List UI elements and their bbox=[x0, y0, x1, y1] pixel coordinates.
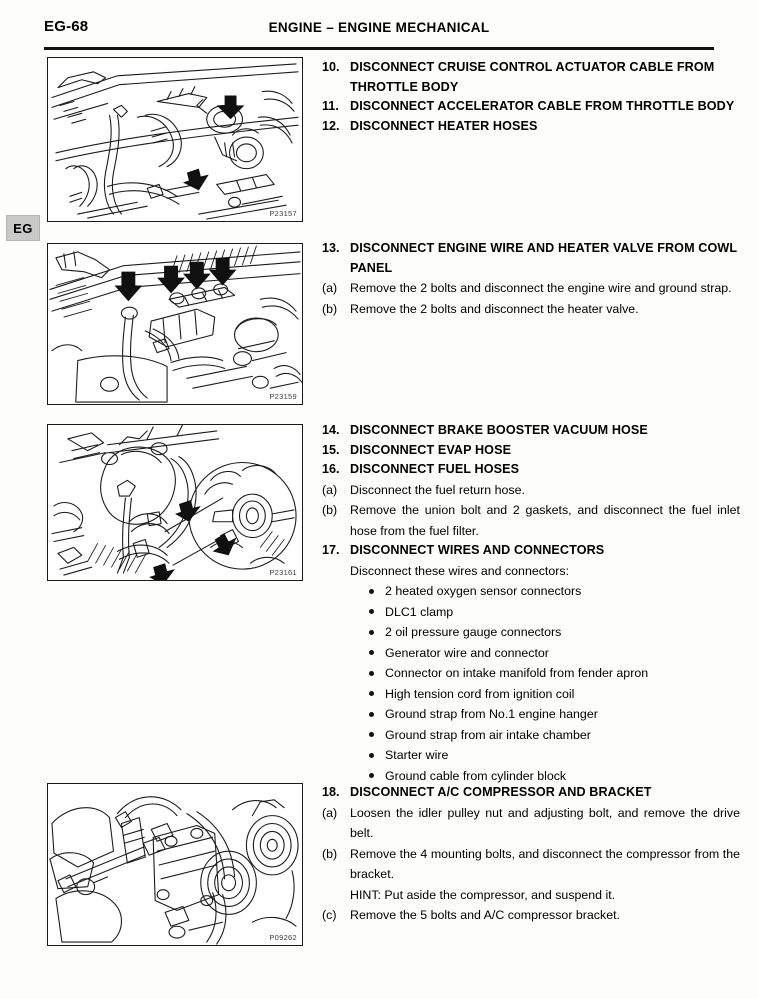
step-title: DISCONNECT ENGINE WIRE AND HEATER VALVE FROM COWL PANEL bbox=[350, 241, 737, 275]
step-title: DISCONNECT HEATER HOSES bbox=[350, 118, 538, 133]
substep-label: (a) bbox=[322, 805, 338, 820]
substep-18b bbox=[322, 844, 740, 885]
figure-1-linework bbox=[48, 58, 302, 221]
list-item bbox=[358, 663, 740, 684]
figure-ac-compressor-bracket bbox=[47, 783, 303, 946]
bullet-icon bbox=[358, 581, 385, 602]
page-number: EG-68 bbox=[44, 18, 89, 35]
list-item-label: DLC1 clamp bbox=[385, 604, 454, 619]
bullet-icon bbox=[358, 643, 385, 664]
step-12 bbox=[322, 117, 740, 137]
substep-label: (c) bbox=[322, 908, 337, 922]
list-item bbox=[358, 704, 740, 725]
substep-13a bbox=[322, 278, 740, 299]
bullet-icon bbox=[358, 684, 385, 705]
section-tab-eg bbox=[6, 215, 40, 241]
substep-label: (b) bbox=[322, 301, 338, 316]
substep-text: Remove the 5 bolts and A/C compressor bracket. bbox=[350, 908, 620, 922]
substep-13b bbox=[322, 299, 740, 320]
figure-code: P09262 bbox=[269, 933, 297, 942]
instruction-block-14-17 bbox=[322, 421, 740, 786]
step-13 bbox=[322, 239, 740, 278]
substep-18c bbox=[322, 905, 740, 926]
substep-label: (b) bbox=[322, 846, 338, 861]
bullet-icon bbox=[358, 663, 385, 684]
figure-engine-wire-cowl-panel bbox=[47, 243, 303, 405]
list-item bbox=[358, 725, 740, 746]
list-item bbox=[358, 622, 740, 643]
figure-4-linework bbox=[48, 784, 302, 945]
substep-text: Remove the 2 bolts and disconnect the engine wire and ground strap. bbox=[350, 281, 732, 295]
step-number: 14. bbox=[322, 423, 340, 437]
list-item bbox=[358, 745, 740, 766]
figure-engine-bay-throttle-body bbox=[47, 57, 303, 222]
list-item-label: Generator wire and connector bbox=[385, 645, 549, 660]
figure-1-arrows bbox=[183, 96, 245, 191]
step-title: DISCONNECT A/C COMPRESSOR AND BRACKET bbox=[350, 785, 652, 799]
step-title: DISCONNECT ACCELERATOR CABLE FROM THROTTLE BODY bbox=[350, 99, 735, 113]
step-number: 16. bbox=[322, 462, 340, 476]
substep-text: Remove the 2 bolts and disconnect the heater valve. bbox=[350, 301, 639, 316]
step-number: 18. bbox=[322, 785, 340, 799]
step-18 bbox=[322, 783, 740, 803]
substep-label: (b) bbox=[322, 503, 338, 517]
connector-list-wrap bbox=[358, 581, 740, 786]
step-number: 17. bbox=[322, 543, 340, 557]
substep-label: (a) bbox=[322, 281, 338, 295]
page-title: ENGINE – ENGINE MECHANICAL bbox=[268, 20, 490, 35]
step-number: 11. bbox=[322, 99, 339, 113]
section-tab-label: EG bbox=[13, 220, 33, 236]
step-title: DISCONNECT EVAP HOSE bbox=[350, 442, 512, 457]
step-title: DISCONNECT FUEL HOSES bbox=[350, 462, 520, 476]
substep-text: Remove the 4 mounting bolts, and disconnect the compressor from the bracket. bbox=[350, 846, 740, 881]
bullet-icon bbox=[358, 622, 385, 643]
bullet-icon bbox=[358, 725, 385, 746]
instruction-block-18 bbox=[322, 783, 740, 926]
substep-text: Loosen the idler pulley nut and adjusting bolt, and remove the drive belt. bbox=[350, 805, 740, 840]
step-number: 10. bbox=[322, 60, 340, 74]
list-item-label: Ground cable from cylinder block bbox=[385, 768, 567, 783]
substep-16a bbox=[322, 480, 740, 501]
list-item-label: Ground strap from No.1 engine hanger bbox=[385, 707, 598, 721]
bullet-icon bbox=[358, 704, 385, 725]
step-17-intro: Disconnect these wires and connectors: bbox=[350, 563, 570, 578]
header-divider bbox=[44, 47, 714, 50]
list-item-label: High tension cord from ignition coil bbox=[385, 686, 575, 701]
substep-text: Disconnect the fuel return hose. bbox=[350, 482, 525, 497]
list-item-label: Starter wire bbox=[385, 748, 449, 762]
instruction-block-13 bbox=[322, 239, 740, 319]
step-number: 15. bbox=[322, 442, 340, 457]
figure-code: P23159 bbox=[269, 392, 297, 401]
list-item-label: Connector on intake manifold from fender apron bbox=[385, 666, 649, 680]
instruction-block-10-12 bbox=[322, 58, 740, 136]
step-title: DISCONNECT CRUISE CONTROL ACTUATOR CABLE FROM THROTTLE BODY bbox=[350, 60, 715, 94]
list-item bbox=[358, 602, 740, 623]
figure-3-linework bbox=[48, 425, 302, 580]
list-item-label: 2 heated oxygen sensor connectors bbox=[385, 584, 582, 598]
list-item bbox=[358, 684, 740, 705]
step-title: DISCONNECT WIRES AND CONNECTORS bbox=[350, 543, 605, 557]
substep-16b bbox=[322, 500, 740, 541]
list-item-label: 2 oil pressure gauge connectors bbox=[385, 625, 562, 639]
step-11 bbox=[322, 97, 740, 117]
bullet-icon bbox=[358, 602, 385, 623]
connector-list bbox=[358, 581, 740, 786]
step-14 bbox=[322, 421, 740, 441]
substep-text: Remove the union bolt and 2 gaskets, and disconnect the fuel inlet hose from the fuel filter. bbox=[350, 503, 740, 538]
step-title: DISCONNECT BRAKE BOOSTER VACUUM HOSE bbox=[350, 423, 648, 437]
substep-label: (a) bbox=[322, 482, 338, 497]
step-number: 13. bbox=[322, 241, 340, 255]
figure-code: P23161 bbox=[269, 568, 297, 577]
page-header bbox=[0, 18, 758, 52]
figure-code: P23157 bbox=[269, 209, 297, 218]
step-number: 12. bbox=[322, 118, 340, 133]
step-10 bbox=[322, 58, 740, 97]
step-15 bbox=[322, 441, 740, 461]
figure-fuel-hoses-detail bbox=[47, 424, 303, 581]
list-item bbox=[358, 581, 740, 602]
substep-18a bbox=[322, 803, 740, 844]
hint-text: HINT: Put aside the compressor, and suspend it. bbox=[350, 887, 616, 902]
bullet-icon bbox=[358, 745, 385, 766]
step-16 bbox=[322, 460, 740, 480]
list-item-label: Ground strap from air intake chamber bbox=[385, 727, 591, 742]
list-item bbox=[358, 643, 740, 664]
step-17 bbox=[322, 541, 740, 561]
figure-2-linework bbox=[48, 244, 302, 404]
